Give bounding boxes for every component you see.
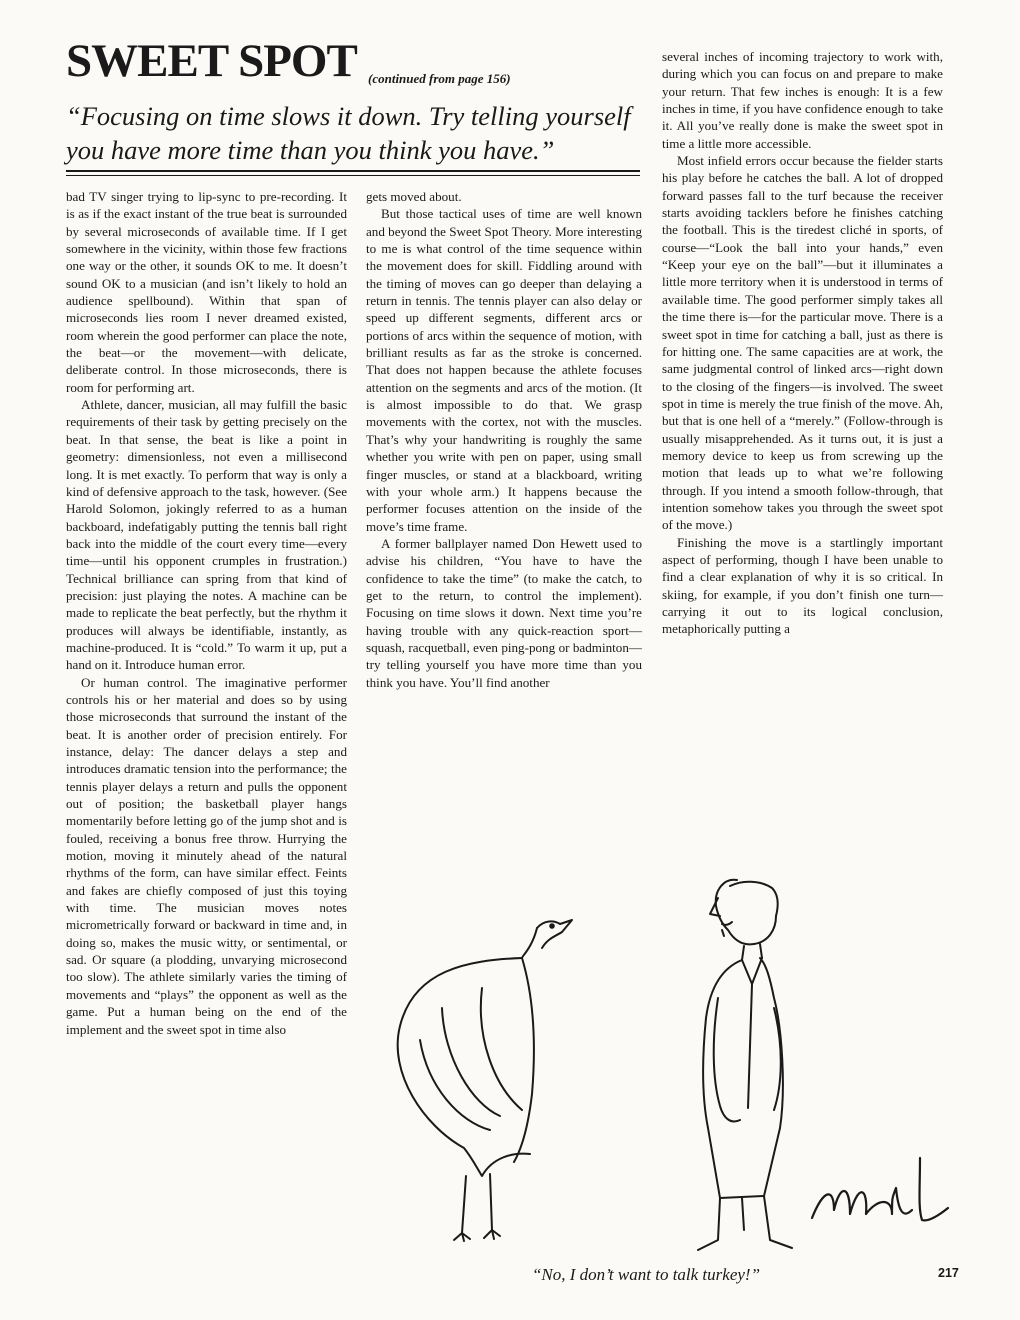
man-drawing bbox=[698, 880, 792, 1250]
cartoon-caption: “No, I don’t want to talk turkey!” bbox=[531, 1265, 761, 1284]
paragraph: gets moved about. bbox=[366, 189, 462, 204]
pull-quote: “Focusing on time slows it down. Try telling yourself you have more time than you think you have.” bbox=[66, 101, 631, 165]
text-column-right bbox=[662, 48, 943, 638]
paragraph: Or human control. The imaginative performer controls his or her material and does so by using those microseconds that surround the instant of the beat. It is another order of precision entirely. For instance, delay: The dancer delays a step and introduces dramatic tension into the performance; the tennis player delays a return and pulls the opponent out of position; the basketball player hangs momentarily before letting go of the jump shot and is fouled, receiving a bonus free throw. Hurrying the motion, moving it minutely ahead of the natural rhythms of the form, can have similar effect. Feints and fakes are chiefly composed of just this toying with time. The musician moves notes micrometrically forward or backward in time and, in doing so, makes the music witty, or sentimental, or sad. Or square (a plodding, unvarying microsecond too slow). The athlete similarly varies the timing of movements and “plays” the opponent as well as the game. Put a human being on the end of the implement and the sweet spot in time also bbox=[66, 674, 347, 1037]
continued-note: (continued from page 156) bbox=[368, 71, 511, 86]
turkey-drawing bbox=[398, 920, 572, 1241]
paragraph: Finishing the move is a startlingly important aspect of performing, though I have been unable to find a clear explanation of why it is so critical. In skiing, for example, if you don’t finish one turn—carrying it out to its logical conclusion, metaphorically putting a bbox=[662, 534, 943, 637]
article-title: SWEET SPOT bbox=[66, 35, 357, 87]
pull-quote-rule-bottom bbox=[66, 175, 640, 176]
cartoon-illustration bbox=[372, 858, 962, 1258]
paragraph: But those tactical uses of time are well known and beyond the Sweet Spot Theory. More interesting to me is what control of the time sequence within the movement does for skill. Fiddling around with the timing of moves can go deeper than delaying a return in tennis. The tennis player can also delay or speed up different segments, different arcs or portions of arcs within the sequence of motion, with brilliant results as far as the stroke is concerned. That does not happen because the athlete focuses attention on the segments and arcs of the motion. (It is almost impossible to do that. We grasp movements with the cortex, not with the muscles. That’s why your handwriting is roughly the same whether you write with pen on paper, using small finger muscles, or stand at a blackboard, writing with your whole arm.) It happens because the performer focuses attention on the inside of the move’s time frame. bbox=[366, 206, 643, 534]
paragraph: several inches of incoming trajectory to work with, during which you can focus on and prepare to make your return. That few inches is enough: It is a few inches in time, if you have confidence enough to take it. All you’ve really done is make the sweet spot in time a little more accessible. bbox=[662, 49, 943, 151]
paragraph: bad TV singer trying to lip-sync to pre-recording. It is as if the exact instant of the true beat is surrounded by several microseconds of available time. If I get somewhere in the vicinity, within those few fractions one way or the other, it sounds OK to me. It doesn’t sound OK to a musician (and isn’t likely to hold an audience spellbound). Within that span of microseconds lies room I never dreamed existed, room wherein the good performer can place the note, the beat—or the movement—with delicate, deliberate control. In those microseconds, there is room for performing art. bbox=[66, 189, 347, 395]
paragraph: Athlete, dancer, musician, all may fulfill the basic requirements of their task by getting precisely on the beat. In that sense, the beat is like a point in geometry: dimensionless, not even a millisecond long. It is met exactly. To perform that way is only a kind of defensive approach to the task, however. (See Harold Solomon, jokingly referred to as a human backboard, indefatigably putting the tennis ball right back into the middle of the court every time—every time—until his opponent crumples in frustration.) Technical brilliance can spring from that kind of precision: just playing the notes. A machine can be made to replicate the beat perfectly, but the rhythm it produces will always be identifiable, instantly, as machine-produced. It is “cold.” To warm it up, put a hand on it. Introduce human error. bbox=[66, 397, 347, 673]
paragraph: Most infield errors occur because the fielder starts his play before he catches the ball. A lot of dropped forward passes fall to the turf because the receiver starts avoiding tacklers before he finishes catching the football. This is the tiredest cliché in sports, of course—“Look the ball into your hands,” even “Keep your eye on the ball”—but it illuminates a little more territory when it is understood in terms of available time. The good performer simply takes all the time there is—for the particular move. There is a sweet spot in time for catching a ball, just as there is for hitting one. The same capacities are at work, the same judgmental control of linked arcs—right down to the closing of the fingers—is involved. The sweet spot in time is merely the true finish of the move. Ah, but that is one hell of a “merely.” (Follow-through is usually misapprehended. As it turns out, it is just a memory device to keep us from screwing up the motion that leads up to what we’re following through. If you intend a smooth follow-through, that intention somehow takes you through the sweet spot of the move.) bbox=[662, 153, 943, 533]
text-column-middle bbox=[366, 188, 642, 691]
pull-quote-rule-top bbox=[66, 170, 640, 172]
text-column-left bbox=[66, 188, 347, 1038]
paragraph: A former ballplayer named Don Hewett used to advise his children, “You have to have the confidence to take the time” (to make the catch, to get to the return, to control the implement). Focusing on time slows it down. Next time you’re having trouble with any quick-reaction sport—squash, racquetball, even ping-pong or badminton—try telling yourself you have more time than you think you have. You’ll find another bbox=[366, 535, 642, 690]
page-number: 217 bbox=[938, 1266, 959, 1280]
artist-signature-drawing bbox=[812, 1158, 948, 1220]
